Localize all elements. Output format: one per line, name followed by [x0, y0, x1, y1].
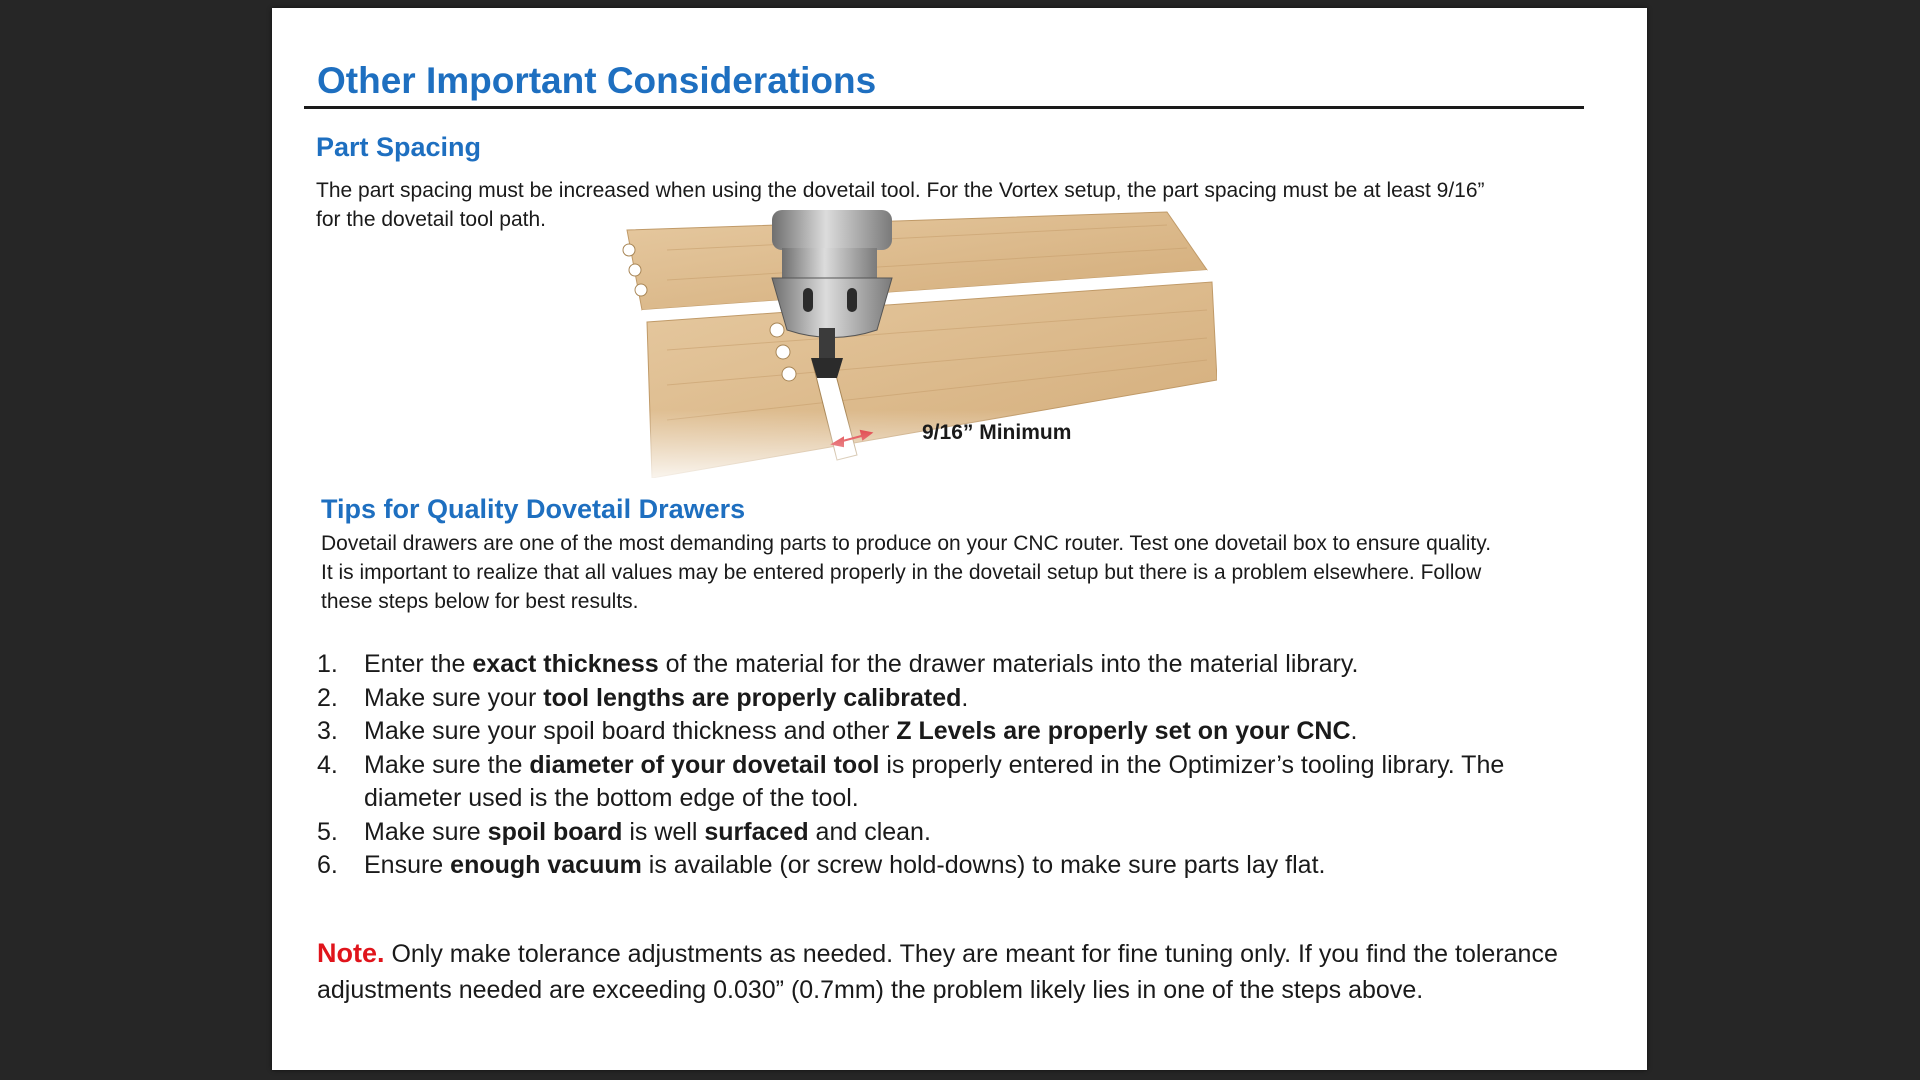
list-item [317, 816, 1597, 850]
list-item [317, 749, 1597, 816]
tips-line-2: It is important to realize that all values may be entered properly in the dovetail setup but there is a problem elsewhere. Follow [321, 561, 1482, 584]
step-text: Make sure the diameter of your dovetail tool is properly entered in the Optimizer’s tooling library. The diameter used is the bottom edge of the tool. [364, 750, 1505, 812]
part-spacing-line-1: The part spacing must be increased when using the dovetail tool. For the Vortex setup, the part spacing must be at least 9/16” [316, 179, 1485, 202]
document-page [272, 8, 1647, 1070]
page-title: Other Important Considerations [317, 60, 877, 101]
step-text: Enter the exact thickness of the material for the drawer materials into the material library. [364, 650, 1359, 678]
part-spacing-heading: Part Spacing [316, 132, 482, 162]
step-number: 5. [317, 817, 338, 846]
part-spacing-line-2: for the dovetail tool path. [316, 208, 546, 231]
step-number: 1. [317, 650, 338, 678]
steps-list [317, 648, 1597, 883]
step-text: Make sure your tool lengths are properly calibrated. [364, 683, 969, 712]
step-text: Ensure enough vacuum is available (or screw hold-downs) to make sure parts lay flat. [364, 851, 1326, 879]
step-text: Make sure spoil board is well surfaced and clean. [364, 817, 931, 846]
tips-line-3: these steps below for best results. [321, 590, 639, 613]
dovetail-tool-illustration [607, 210, 1217, 478]
note-label: Note. [317, 938, 385, 968]
step-text: Make sure your spoil board thickness and other Z Levels are properly set on your CNC. [364, 717, 1358, 745]
list-item [317, 648, 1597, 682]
list-item [317, 715, 1597, 749]
step-number: 6. [317, 851, 338, 879]
list-item [317, 849, 1597, 883]
title-divider [304, 106, 1584, 109]
step-number: 2. [317, 683, 338, 712]
step-number: 3. [317, 717, 338, 745]
tips-heading: Tips for Quality Dovetail Drawers [321, 494, 746, 524]
tips-line-1: Dovetail drawers are one of the most demanding parts to produce on your CNC router. Test one dovetail box to ensure quality. [321, 532, 1492, 555]
step-number: 4. [317, 750, 338, 779]
list-item [317, 682, 1597, 716]
spacing-dimension-label: 9/16” Minimum [922, 421, 1072, 444]
note-text: Only make tolerance adjustments as needed. They are meant for fine tuning only. If you find the tolerance adjustments needed are exceeding 0.030” (0.7mm) the problem likely lies in one of the steps above. [317, 940, 1558, 1004]
note-paragraph [317, 935, 1617, 1008]
